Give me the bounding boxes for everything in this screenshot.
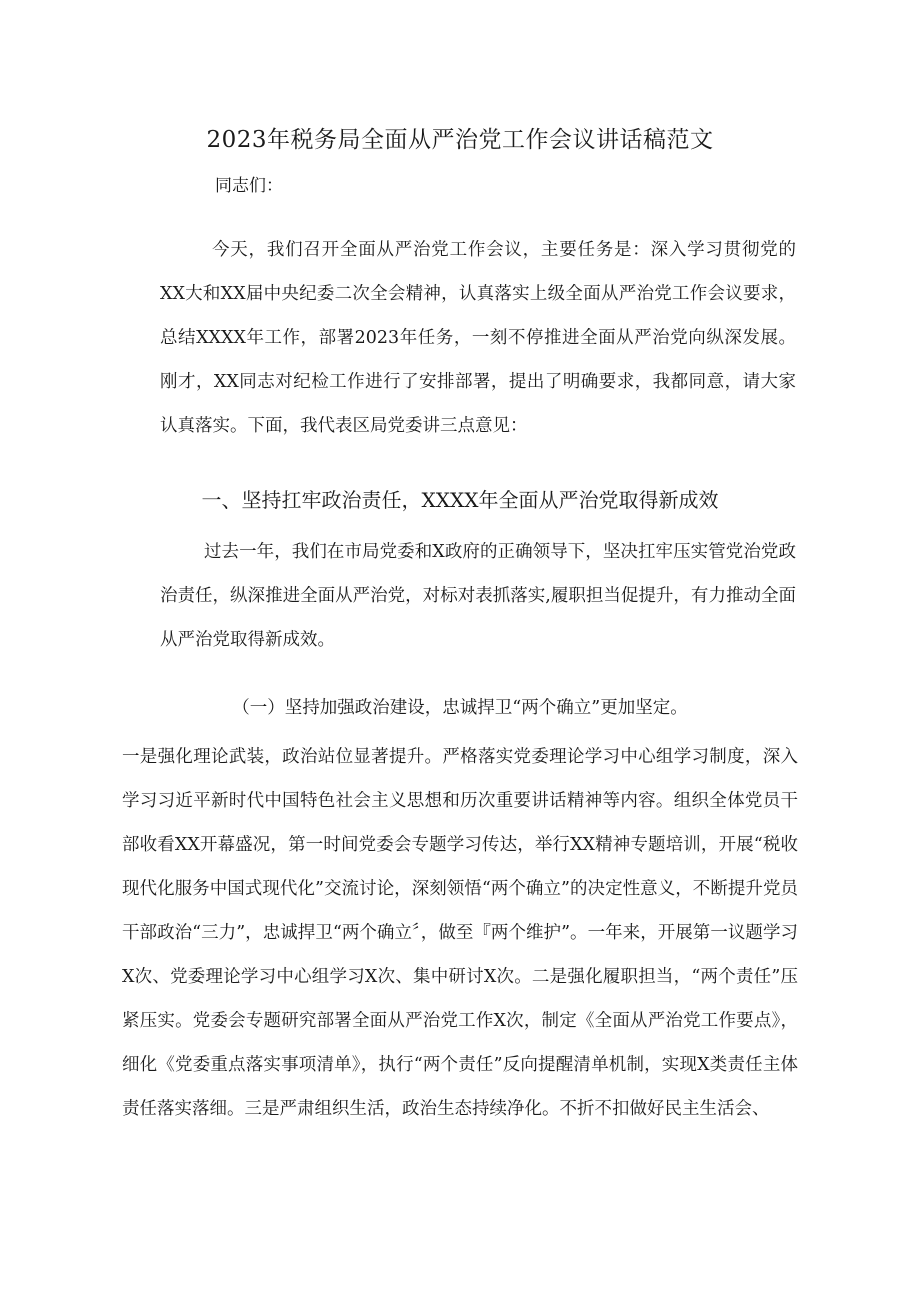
greeting: 同志们：	[215, 176, 283, 196]
section-paragraph: 过去一年，我们在市局党委和X政府的正确领导下，坚决扛牢压实管党治党政治责任，纵深推进全面从严治党，对标对表抓落实,履职担当促提升，有力推动全面从严治党取得新成效。	[160, 542, 796, 650]
subsection-paragraph: 一是强化理论武装，政治站位显著提升。严格落实党委理论学习中心组学习制度，深入学习习近平新时代中国特色社会主义思想和历次重要讲话精神等内容。组织全体党员干部收看XX开幕盛况，第一时间党委会专题学习传达，举行XX精神专题培训，开展“税收现代化服务中国式现代化”交流讨论，深刻领悟“两个确立”的决定性意义，不断提升党员干部政治“三力”，忠诚捍卫“两个确立〞，做至『两个维护”。一年来，开展第一议题学习X次、党委理论学习中心组学习X次、集中研讨X次。二是强化履职担当，“两个责任”压紧压实。党委会专题研究部署全面从严治党工作X次，制定《全面从严治党工作要点》，细化《党委重点落实事项清单》，执行“两个责任”反向提醒清单机制，实现X类责任主体责任落实落细。三是严肃组织生活，政治生态持续净化。不折不扣做好民主生活会、	[122, 747, 798, 1119]
document-title: 2023年税务局全面从严治党工作会议讲话稿范文	[206, 127, 714, 153]
section-heading: 一、坚持扛牢政治责任，XXXX年全面从严治党取得新成效	[201, 488, 719, 512]
subsection-heading: （一）坚持加强政治建设，忠诚捍卫“两个确立”更加坚定。	[232, 698, 688, 718]
intro-paragraph: 今天，我们召开全面从严治党工作会议，主要任务是：深入学习贯彻党的XX大和XX届中央纪委二次全会精神，认真落实上级全面从严治党工作会议要求，总结XXXX年工作，部署2023年任务，一刻不停推进全面从严治党向纵深发展。刚才，XX同志对纪检工作进行了安排部署，提出了明确要求，我都同意，请大家认真落实。下面，我代表区局党委讲三点意见：	[160, 240, 796, 436]
